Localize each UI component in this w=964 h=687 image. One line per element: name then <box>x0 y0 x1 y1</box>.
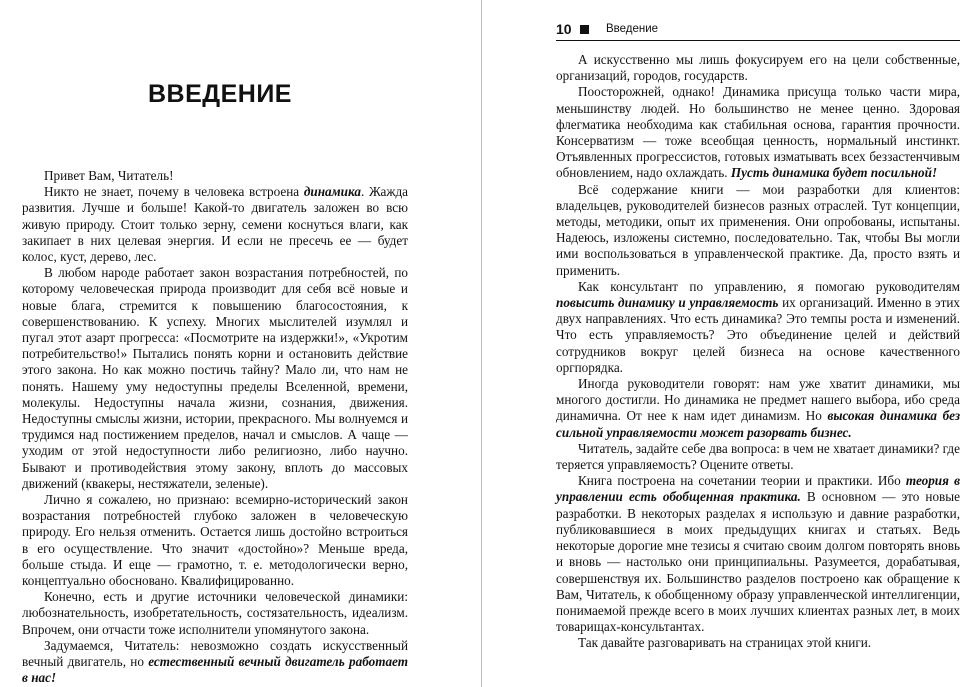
text-run: Всё содержание книги — мои разработки для клиентов: владельцев, руководителей бизнесов разных отраслей. Тут концепции, методы, методики, опыт их применения. Они опробованы, испытаны. Надеюсь, изложены системно, последовательно. Так, чтобы Вы могли ими воспользоваться в управленческой практике. Да, просто взять и применить. <box>556 181 960 278</box>
text-run: А искусственно мы лишь фокусируем его на цели собственные, организаций, городов, государств. <box>556 52 960 84</box>
text-run: Задумаемся, Читатель: невозможно создать искусственный вечный двигатель, но <box>22 637 408 670</box>
paragraph <box>556 52 960 84</box>
text-run: Поосторожней, однако! Динамика присуща только части мира, меньшинству людей. Но большинство не менее ценно. Здоровая флегматика необходима как стабильная основа, гарантия прочности. Консерватизм — тоже всеобщая ценность, нормальный инстинкт. Отъявленных прогрессистов, готовых изматывать всех беззастенчивым обновлением, надо охлаждать. <box>556 84 960 181</box>
paragraph <box>22 638 408 687</box>
emphasized-text: динамика <box>303 184 361 200</box>
text-run: Лично я сожалею, но признаю: всемирно-исторический закон возрастания потребностей глубоко заложен в человеческую природу. Его нельзя отменить. Остается лишь достойно встроиться в его осуществление. Что значит «достойно»? Меньше вреда, больше стыда. И еще — грамотно, т. е. методологически верно, концептуально обосновано. Квалифицированно. <box>22 492 408 589</box>
paragraph <box>22 265 408 492</box>
paragraph <box>22 184 408 265</box>
paragraph <box>556 279 960 376</box>
emphasized-text: теория в управлении есть обобщенная практика. <box>556 473 960 505</box>
book-spine-divider <box>481 0 482 687</box>
paragraph <box>22 492 408 589</box>
emphasized-text: естественный вечный двигатель работает в нас! <box>22 654 408 686</box>
text-run: Книга построена на сочетании теории и практики. Ибо <box>578 473 906 489</box>
right-page <box>484 0 964 687</box>
text-run: . Жажда развития. Лучше и больше! Какой-то двигатель заложен во всю живую природу. Стоит только зерну, семени коснуться влаги, как закипает в них целевая энергия. И если не пресечь ее — будет колос, куст, дерево, лес. <box>22 184 409 265</box>
text-run: Привет Вам, Читатель! <box>44 168 174 183</box>
paragraph <box>556 182 960 279</box>
text-run: их организаций. Именно в этих двух направлениях. Что есть динамика? Это темпы роста и изменений. Что есть управляемость? Это объединение целей и действий сотрудников вокруг целей бизнеса на основе качественного оргпорядка. <box>556 295 961 375</box>
emphasized-text: Пусть динамика будет посильной! <box>730 165 938 181</box>
paragraph <box>556 84 960 181</box>
paragraph <box>556 376 960 441</box>
paragraph <box>556 473 960 635</box>
paragraph <box>22 589 408 638</box>
emphasized-text: повысить динамику и управляемость <box>556 295 779 311</box>
text-run: Так давайте разговаривать на страницах этой книги. <box>578 635 872 651</box>
right-page-body <box>556 52 960 652</box>
paragraph <box>556 635 960 651</box>
text-run: Никто не знает, почему в человека встроена <box>44 184 304 200</box>
paragraph <box>22 168 408 184</box>
text-run: Как консультант по управлению, я помогаю руководителям <box>578 278 960 294</box>
text-run: Иногда руководители говорят: нам уже хватит динамики, мы многого достигли. Но динамика не предмет нашего выбора, ибо среда динамична. От нее к нам идет динамизм. Но <box>556 376 960 424</box>
running-header <box>556 20 960 41</box>
emphasized-text: высокая динамика без сильной управляемости может разорвать бизнес. <box>556 408 960 440</box>
page-number: 10 <box>556 21 572 37</box>
text-run: Конечно, есть и другие источники человеческой динамики: любознательность, изобретательность, состязательность, идеализм. Впрочем, они отчасти тоже исполнители упомянутого закона. <box>22 589 408 637</box>
paragraph <box>556 441 960 473</box>
chapter-title: ВВЕДЕНИЕ <box>148 80 292 108</box>
left-page-body <box>22 168 408 687</box>
text-run: Читатель, задайте себе два вопроса: в чем не хватает динамики? где теряется управляемость? Оцените ответы. <box>556 440 960 473</box>
running-title: Введение <box>606 23 659 35</box>
text-run: В основном — это новые разработки. В некоторых разделах я использую и давние разработки, публиковавшиеся в моих предыдущих книгах и статьях. Ведь некоторые дорогие мне тезисы я считаю своим долгом повторять вновь и вновь — настолько они принципиальны. Разумеется, дорабатывая, совершенствуя их. Большинство разделов построено как обращение к Вам, Читатель, к обобщенному образу управленческой интеллигенции, понимаемой прежде всего в моих лучших клиентах разных лет, в моих товарищах-консультантах. <box>556 489 960 635</box>
text-run: В любом народе работает закон возрастания потребностей, по которому человеческая природа производит для себя всё новые и новые блага, стремится к повышению благосостояния, к совершенствованию. К успеху. Многих мыслителей изумлял и пугал этот азарт прогресса: «Посмотрите на издержки!», «Укротим потребительство!» Пытались понять корни и остановить действие этого закона. Но как можно постичь тайну? Мало ли, что нам не понять. Нашему уму недоступны пределы Вселенной, времени, молекулы. Недоступны начала жизни, сознания, движения. Недоступны смыслы жизни, истории, прекрасного. Мы волнуемся и трудимся над постижением пределов, начал и смыслов. А чаще — уходим от этой недоступности либо религиозно, либо научно. Бывают и противодействия этому закону, вплоть до массовых движений (квакеры, нестяжатели, зеленые). <box>22 265 408 491</box>
left-page <box>0 0 480 687</box>
black-square-icon <box>580 25 589 34</box>
